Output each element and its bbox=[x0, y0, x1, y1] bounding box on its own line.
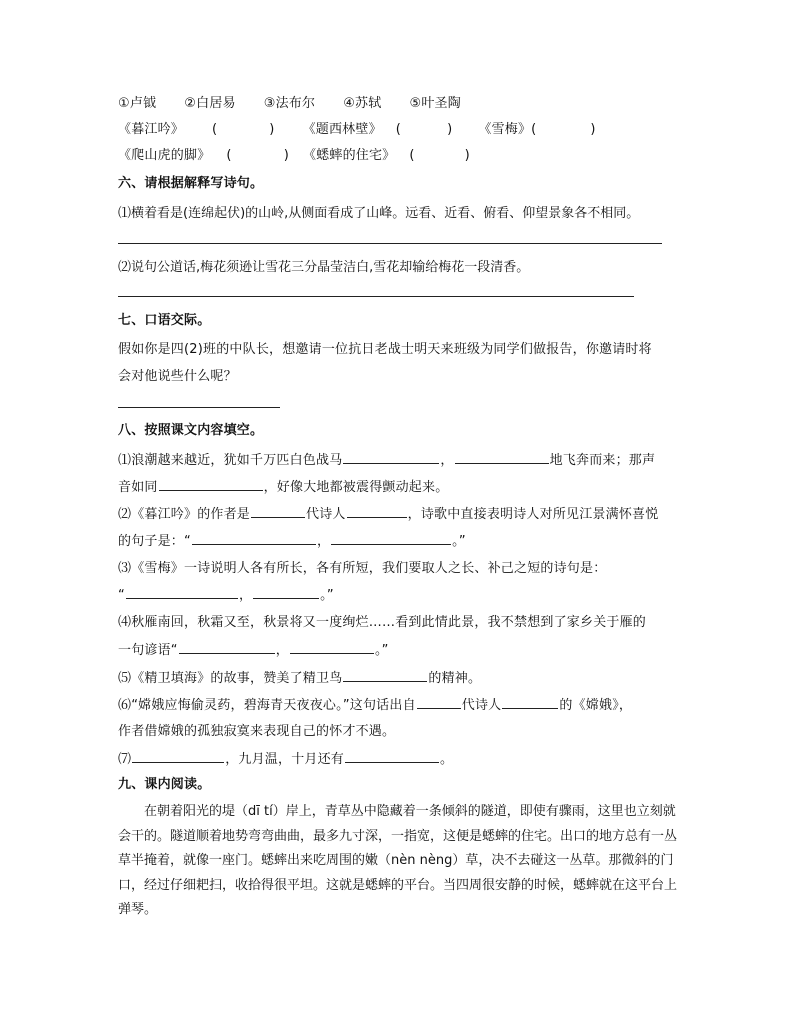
fill-blank[interactable] bbox=[331, 532, 451, 545]
section-8-q1-line-1 bbox=[118, 451, 655, 469]
paren-close: ) bbox=[269, 122, 275, 137]
q1-text: ⑴浪潮越来越近，犹如千万匹白色战马 bbox=[118, 453, 343, 468]
q5-text: ⑸《精卫填海》的故事，赞美了精卫鸟 bbox=[118, 671, 343, 686]
title-pashanhu: 《爬山虎的脚》 bbox=[118, 148, 211, 163]
q5-text: 的精神。 bbox=[428, 671, 482, 686]
section-6-title: 六、请根据解释写诗句。 bbox=[118, 176, 264, 191]
passage-text: 在朝着阳光的堤（dī tí）岸上，青草丛中隐藏着一条倾斜的隧道，即使有骤雨，这里也立刻就会干的。隧道顺着地势弯弯曲曲，最多九寸深，一指宽，这便是蟋蟀的住宅。出口的地方总有一丛草半掩着，就像一座门。蟋蟀出来吃周围的嫩（nèn nèng）草，决不去碰这一丛草。那微斜的门口，经过仔细耙扫，收拾得很平坦。这就是蟋蟀的平台。当四周很安静的时候，蟋蟀就在这平台上弹琴。 bbox=[118, 804, 678, 917]
section-6-q2: ⑵说句公道话,梅花须逊让雪花三分晶莹洁白,雪花却输给梅花一段清香。 bbox=[118, 260, 530, 275]
fill-blank[interactable] bbox=[417, 696, 461, 709]
fill-blank[interactable] bbox=[179, 641, 275, 654]
q2-text: ⑵《暮江吟》的作者是 bbox=[118, 507, 251, 522]
fill-blank[interactable] bbox=[345, 750, 439, 763]
match-row-1 bbox=[118, 121, 596, 138]
fill-blank[interactable] bbox=[253, 586, 319, 599]
section-8-q2-line-1 bbox=[118, 505, 658, 523]
q2-text: ，诗歌中直接表明诗人对所见江景满怀喜悦 bbox=[407, 507, 659, 522]
author-option-4: ④苏轼 bbox=[343, 96, 382, 111]
paren-close: ) bbox=[447, 122, 453, 137]
q3-comma: ， bbox=[238, 588, 253, 603]
section-8-q1-line-2 bbox=[118, 478, 448, 496]
q2-text: 。” bbox=[452, 534, 466, 549]
title-xuemei: 《雪梅》( bbox=[478, 122, 537, 137]
paren-close: ) bbox=[283, 148, 289, 163]
fill-blank[interactable] bbox=[159, 478, 263, 491]
fill-blank[interactable] bbox=[251, 505, 305, 518]
section-8-q4-line-2 bbox=[118, 641, 389, 659]
authors-line bbox=[118, 95, 461, 112]
q4-text: 。” bbox=[374, 643, 389, 658]
section-7-line-1: 假如你是四(2)班的中队长，想邀请一位抗日老战士明天来班级为同学们做报告，你邀请时将 bbox=[118, 342, 652, 357]
answer-line-2[interactable] bbox=[118, 296, 634, 297]
title-tixilinbi: 《题西林壁》 bbox=[302, 122, 382, 137]
q4-text: 一句谚语“ bbox=[118, 643, 178, 658]
section-6-q1: ⑴横着看是(连绵起伏)的山岭,从侧面看成了山峰。远看、近看、俯看、仰望景象各不相同。 bbox=[118, 206, 640, 221]
author-option-1: ①卢钺 bbox=[118, 96, 157, 111]
q1-text: 音如同 bbox=[118, 480, 158, 495]
q3-text: 。” bbox=[320, 588, 334, 603]
paren-open: ( bbox=[409, 148, 415, 163]
paren-close: ) bbox=[590, 122, 596, 137]
section-8-title: 八、按照课文内容填空。 bbox=[118, 423, 264, 438]
fill-blank[interactable] bbox=[192, 532, 316, 545]
q7-text: 。 bbox=[440, 752, 454, 767]
fill-blank[interactable] bbox=[455, 451, 549, 464]
title-mujiangyin: 《暮江吟》 bbox=[118, 122, 185, 137]
fill-blank[interactable] bbox=[126, 586, 238, 599]
q4-comma: ， bbox=[275, 643, 289, 658]
q2-text: 代诗人 bbox=[306, 507, 346, 522]
author-option-5: ⑤叶圣陶 bbox=[409, 96, 461, 111]
section-8-q3-line-2 bbox=[118, 586, 334, 604]
q7-text: ，九月温，十月还有 bbox=[225, 752, 345, 767]
author-option-2: ②白居易 bbox=[184, 96, 236, 111]
reading-passage bbox=[118, 800, 678, 923]
q2-text: 的句子是：“ bbox=[118, 534, 191, 549]
answer-line-3[interactable] bbox=[118, 407, 280, 408]
section-8-q6-line-2: 作者借嫦娥的孤独寂寞来表现自己的怀才不遇。 bbox=[118, 724, 396, 739]
title-xishuai: 《蟋蟀的住宅》 bbox=[302, 148, 396, 163]
q7-text: ⑺ bbox=[118, 752, 132, 767]
q6-text: 代诗人 bbox=[461, 698, 502, 713]
paren-close: ) bbox=[464, 148, 470, 163]
section-9-title: 九、课内阅读。 bbox=[118, 777, 211, 792]
section-8-q2-line-2 bbox=[118, 532, 466, 550]
q1-text: 地飞奔而来；那声 bbox=[549, 453, 656, 468]
section-8-q7 bbox=[118, 750, 453, 768]
fill-blank[interactable] bbox=[347, 505, 407, 518]
q6-text: 的《嫦娥》， bbox=[559, 698, 633, 713]
section-8-q6-line-1 bbox=[118, 696, 632, 714]
fill-blank[interactable] bbox=[343, 669, 427, 682]
fill-blank[interactable] bbox=[290, 641, 374, 654]
section-8-q4-line-1: ⑷秋雁南回，秋霜又至，秋景将又一度绚烂……看到此情此景，我不禁想到了家乡关于雁的 bbox=[118, 615, 647, 630]
fill-blank[interactable] bbox=[502, 696, 558, 709]
match-row-2 bbox=[118, 147, 470, 164]
author-option-3: ③法布尔 bbox=[263, 96, 316, 111]
section-8-q5 bbox=[118, 669, 481, 687]
q2-comma: ， bbox=[316, 534, 331, 549]
answer-line-1[interactable] bbox=[118, 243, 662, 244]
paren-open: ( bbox=[212, 122, 218, 137]
q1-comma: ， bbox=[440, 453, 454, 468]
q3-text: “ bbox=[118, 588, 125, 603]
q6-text: ⑹“嫦娥应悔偷灵药，碧海青天夜夜心。”这句话出自 bbox=[118, 698, 416, 713]
section-7-title: 七、口语交际。 bbox=[118, 313, 211, 328]
paren-open: ( bbox=[395, 122, 402, 137]
fill-blank[interactable] bbox=[132, 750, 224, 763]
q1-text: ，好像大地都被震得颤动起来。 bbox=[263, 480, 449, 495]
section-8-q3-line-1: ⑶《雪梅》一诗说明人各有所长，各有所短，我们要取人之长、补己之短的诗句是： bbox=[118, 561, 607, 576]
fill-blank[interactable] bbox=[343, 451, 439, 464]
section-7-line-2: 会对他说些什么呢？ bbox=[118, 369, 237, 384]
paren-open: ( bbox=[226, 148, 232, 163]
